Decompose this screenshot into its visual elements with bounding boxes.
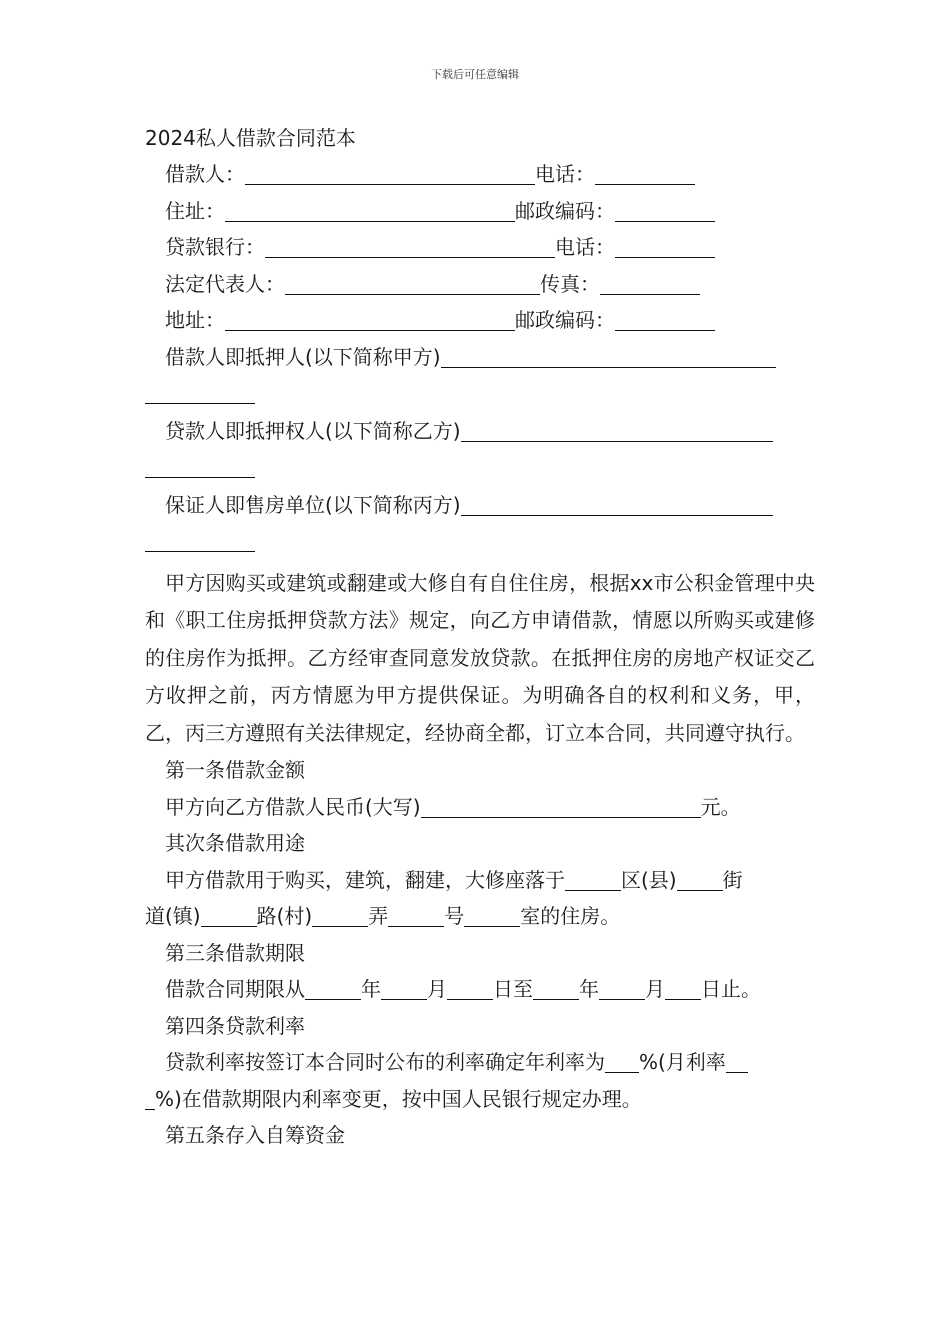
article-text: 月 bbox=[645, 977, 665, 1001]
party-row-borrower bbox=[145, 156, 815, 193]
role-party-b-continuation bbox=[145, 449, 815, 487]
article-text: 日至 bbox=[493, 977, 533, 1001]
blank-line bbox=[615, 197, 715, 222]
blank-line bbox=[145, 1085, 155, 1110]
document-title: 2024私人借款合同范本 bbox=[145, 126, 356, 150]
article-2-title: 其次条借款用途 bbox=[165, 831, 305, 855]
blank-line bbox=[565, 866, 621, 891]
article-text: 路(村) bbox=[256, 904, 313, 928]
party-row-address bbox=[145, 193, 815, 230]
article-text: 街 bbox=[722, 867, 743, 892]
blank-line bbox=[461, 417, 773, 442]
field-label: 贷款银行： bbox=[165, 235, 265, 259]
party-row-bank bbox=[145, 229, 815, 266]
blank-line bbox=[615, 306, 715, 331]
blank-line bbox=[245, 160, 535, 185]
article-5-title: 第五条存入自筹资金 bbox=[165, 1123, 345, 1147]
page-header: 下载后可任意编辑 bbox=[431, 68, 519, 81]
blank-line bbox=[600, 270, 700, 295]
article-text: 道(镇) bbox=[145, 904, 201, 928]
blank-line bbox=[381, 975, 427, 1000]
blank-line bbox=[145, 453, 255, 478]
article-2-body-line1 bbox=[145, 862, 815, 899]
blank-line bbox=[225, 197, 515, 222]
article-text: 甲方向乙方借款人民币(大写) bbox=[165, 794, 421, 819]
blank-line bbox=[677, 866, 723, 891]
article-text: %(月利率 bbox=[639, 1050, 726, 1074]
blank-line bbox=[201, 902, 257, 927]
blank-line bbox=[225, 306, 515, 331]
blank-line bbox=[615, 233, 715, 258]
article-3-title: 第三条借款期限 bbox=[165, 940, 305, 965]
role-party-c-continuation bbox=[145, 523, 815, 561]
blank-line bbox=[285, 270, 540, 295]
article-text: 元。 bbox=[700, 794, 741, 819]
field-label: 地址： bbox=[165, 308, 225, 332]
article-text: %)在借款期限内利率变更，按中国人民银行规定办理。 bbox=[155, 1086, 642, 1111]
role-party-a-continuation bbox=[145, 375, 815, 413]
blank-line bbox=[312, 902, 368, 927]
field-label: 传真： bbox=[540, 271, 600, 296]
role-label: 贷款人即抵押权人(以下简称乙方) bbox=[165, 418, 461, 443]
document-body bbox=[145, 120, 815, 1154]
field-label: 电话： bbox=[555, 235, 615, 259]
blank-line bbox=[305, 975, 361, 1000]
article-text: 室的住房。 bbox=[520, 904, 621, 928]
article-text: 借款合同期限从 bbox=[165, 977, 305, 1001]
role-party-b bbox=[145, 413, 815, 449]
article-text: 弄 bbox=[368, 904, 389, 928]
role-party-a bbox=[145, 339, 815, 375]
article-4-body-line1 bbox=[145, 1044, 815, 1081]
article-4-body-line2 bbox=[145, 1081, 815, 1118]
article-text: 年 bbox=[361, 977, 381, 1001]
blank-line bbox=[461, 491, 773, 516]
blank-line bbox=[421, 793, 701, 818]
article-text: 月 bbox=[427, 977, 447, 1001]
article-text: 年 bbox=[579, 977, 599, 1001]
role-label: 保证人即售房单位(以下简称丙方) bbox=[165, 492, 461, 517]
article-3-body bbox=[145, 971, 815, 1008]
article-text: 区(县) bbox=[621, 867, 677, 892]
role-label: 借款人即抵押人(以下简称甲方) bbox=[165, 344, 441, 369]
blank-line bbox=[533, 975, 579, 1000]
blank-line bbox=[665, 975, 701, 1000]
intro-paragraph: 甲方因购买或建筑或翻建或大修自有自住住房，根据xx市公积金管理中央和《职工住房抵押贷款方法》规定，向乙方申请借款，情愿以所购买或建修的住房作为抵押。乙方经审查同意发放贷款。在抵押住房的房地产权证交乙方收押之前，丙方情愿为甲方提供保证。为明确各自的权利和义务，甲，乙，丙三方遵照有关法律规定，经协商全都，订立本合同，共同遵守执行。 bbox=[145, 570, 815, 745]
field-label: 邮政编码： bbox=[515, 308, 615, 332]
party-row-bank-address bbox=[145, 302, 815, 339]
article-text: 号 bbox=[444, 904, 465, 928]
blank-line bbox=[145, 527, 255, 552]
field-label: 电话： bbox=[535, 162, 595, 186]
blank-line bbox=[464, 902, 520, 927]
field-label: 住址： bbox=[165, 198, 225, 223]
blank-line bbox=[595, 160, 695, 185]
blank-line bbox=[599, 975, 645, 1000]
party-row-legal-rep bbox=[145, 266, 815, 303]
blank-line bbox=[605, 1048, 639, 1073]
blank-line bbox=[265, 233, 555, 258]
blank-line bbox=[441, 343, 776, 368]
article-4-title: 第四条贷款利率 bbox=[165, 1013, 305, 1038]
article-text: 日止。 bbox=[701, 977, 761, 1001]
article-2-body-line2 bbox=[145, 898, 815, 935]
article-1-title: 第一条借款金额 bbox=[165, 758, 305, 782]
blank-line bbox=[726, 1048, 748, 1073]
article-text: 甲方借款用于购买，建筑，翻建，大修座落于 bbox=[165, 867, 565, 892]
field-label: 借款人： bbox=[165, 162, 245, 186]
blank-line bbox=[388, 902, 444, 927]
blank-line bbox=[145, 379, 255, 404]
field-label: 法定代表人： bbox=[165, 271, 285, 296]
article-text: 贷款利率按签订本合同时公布的利率确定年利率为 bbox=[165, 1050, 605, 1074]
article-1-body bbox=[145, 789, 815, 826]
blank-line bbox=[447, 975, 493, 1000]
role-party-c bbox=[145, 487, 815, 523]
field-label: 邮政编码： bbox=[515, 198, 615, 223]
